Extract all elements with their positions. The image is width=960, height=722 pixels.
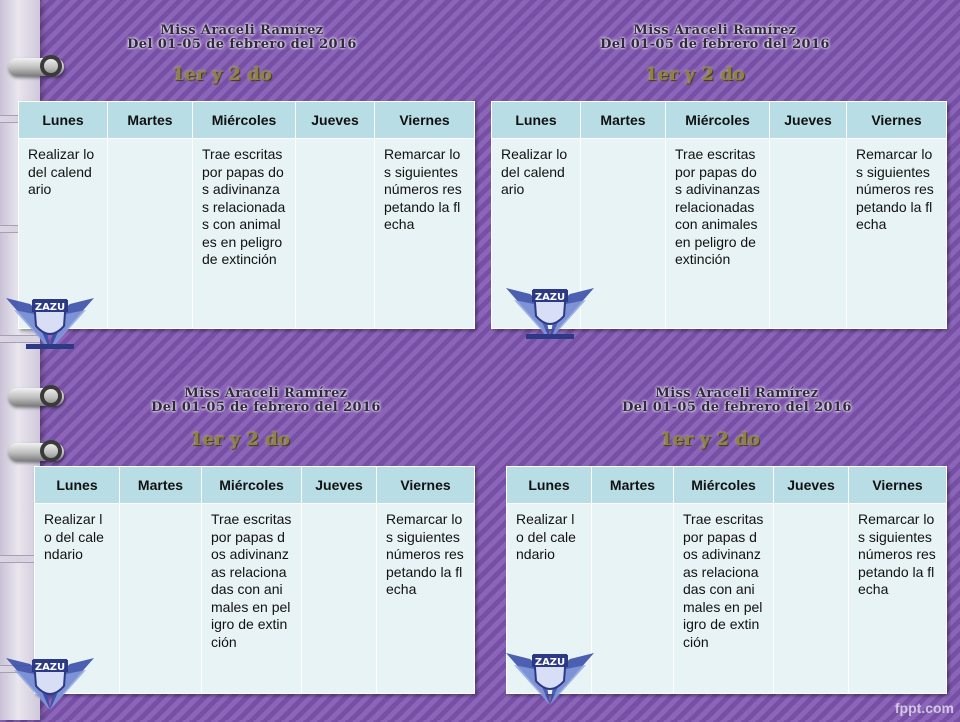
planner-header <box>86 387 446 415</box>
task-cell: Trae escritas por papas dos adivinanzas relacionadas con animales en peligro de extinción <box>202 504 302 694</box>
task-cell: Remarcar los siguientes números respetando la flecha <box>375 139 475 329</box>
task-cell <box>296 139 375 329</box>
day-header: Miércoles <box>202 467 302 504</box>
binder-ring-icon <box>8 443 64 461</box>
teacher-name: Miss Araceli Ramírez <box>184 386 348 401</box>
task-cell: Remarcar los siguientes números respetando la flecha <box>377 504 475 694</box>
day-header: Miércoles <box>193 102 296 139</box>
zazu-winged-shield-logo-icon <box>0 650 100 722</box>
logo-text: ZAZU <box>534 657 566 668</box>
day-header: Martes <box>581 102 666 139</box>
week-dates: Del 01-05 de febrero del 2016 <box>127 37 357 52</box>
planner-header <box>535 24 895 52</box>
logo-text: ZAZU <box>34 302 66 313</box>
task-cell <box>770 139 847 329</box>
day-header: Jueves <box>296 102 375 139</box>
day-header: Lunes <box>19 102 108 139</box>
task-cell <box>592 504 674 694</box>
task-cell: Realizar lo del calendario <box>35 504 120 694</box>
day-header: Viernes <box>375 102 475 139</box>
task-cell <box>774 504 849 694</box>
day-header: Martes <box>120 467 202 504</box>
day-header: Jueves <box>774 467 849 504</box>
grade-label: 1er y 2 do <box>660 429 760 450</box>
teacher-name: Miss Araceli Ramírez <box>655 386 819 401</box>
table-header-row <box>35 467 475 504</box>
grade-label: 1er y 2 do <box>645 64 745 85</box>
day-header: Martes <box>592 467 674 504</box>
day-header: Viernes <box>377 467 475 504</box>
task-cell <box>302 504 377 694</box>
week-dates: Del 01-05 de febrero del 2016 <box>600 37 830 52</box>
day-header: Miércoles <box>666 102 770 139</box>
watermark: fppt.com <box>894 700 954 716</box>
week-dates: Del 01-05 de febrero del 2016 <box>151 400 381 415</box>
teacher-name: Miss Araceli Ramírez <box>160 23 324 38</box>
binder-ring-icon <box>8 58 64 76</box>
zazu-winged-shield-logo-icon <box>0 290 100 362</box>
day-header: Lunes <box>507 467 592 504</box>
day-header: Viernes <box>849 467 947 504</box>
task-cell: Realizar lo del calendario <box>507 504 592 694</box>
task-cell <box>108 139 193 329</box>
day-header: Lunes <box>35 467 120 504</box>
task-cell: Trae escritas por papas dos adivinanzas relacionadas con animales en peligro de extinción <box>193 139 296 329</box>
task-cell: Remarcar los siguientes números respetando la flecha <box>849 504 947 694</box>
planner-header <box>557 387 917 415</box>
table-header-row <box>19 102 475 139</box>
task-cell: Realizar lo del calendario <box>19 139 108 329</box>
grade-label: 1er y 2 do <box>172 64 272 85</box>
task-cell: Trae escritas por papas dos adivinanzas relacionadas con animales en peligro de extinción <box>674 504 774 694</box>
binder-ring-icon <box>8 388 64 406</box>
task-cell <box>120 504 202 694</box>
table-row <box>35 504 475 694</box>
day-header: Martes <box>108 102 193 139</box>
week-dates: Del 01-05 de febrero del 2016 <box>622 400 852 415</box>
zazu-winged-shield-logo-icon <box>500 645 600 717</box>
day-header: Jueves <box>770 102 847 139</box>
task-cell: Remarcar los siguientes números respetando la flecha <box>847 139 947 329</box>
logo-text: ZAZU <box>34 662 66 673</box>
teacher-name: Miss Araceli Ramírez <box>633 23 797 38</box>
task-cell: Trae escritas por papas dos adivinanzas relacionadas con animales en peligro de extinción <box>666 139 770 329</box>
weekly-homework-table <box>34 466 475 694</box>
day-header: Viernes <box>847 102 947 139</box>
day-header: Lunes <box>492 102 581 139</box>
day-header: Jueves <box>302 467 377 504</box>
planner-header <box>62 24 422 52</box>
logo-text: ZAZU <box>534 292 566 303</box>
table-header-row <box>507 467 947 504</box>
grade-label: 1er y 2 do <box>190 429 290 450</box>
task-cell: Realizar lo del calendario <box>492 139 581 329</box>
day-header: Miércoles <box>674 467 774 504</box>
zazu-winged-shield-logo-icon <box>500 280 600 352</box>
table-header-row <box>492 102 947 139</box>
